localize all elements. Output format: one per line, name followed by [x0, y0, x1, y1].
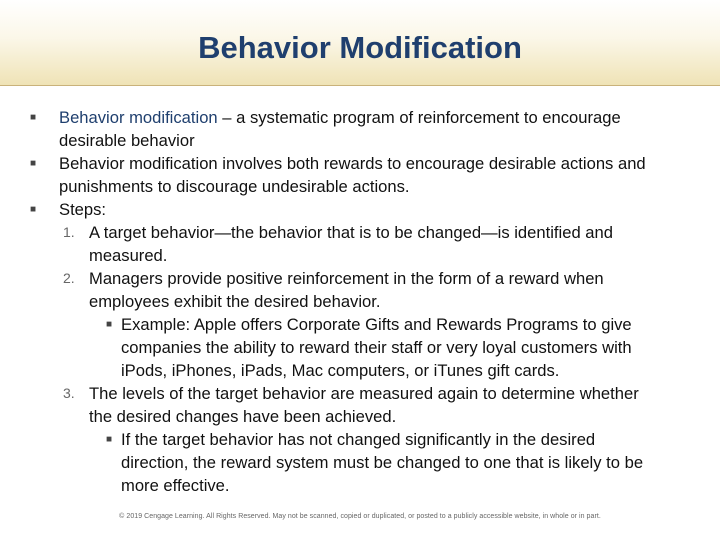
- step-3-sub-line-2: direction, the reward system must be changed to one that is likely to be: [121, 453, 644, 472]
- bullet-1-definition: – a systematic program of reinforcement to encourage: [217, 108, 621, 127]
- step-3-line-1: The levels of the target behavior are measured again to determine whether: [89, 384, 639, 403]
- bullet-2-line-1: Behavior modification involves both rewards to encourage desirable actions and: [59, 154, 646, 173]
- step-2-example-line-1: Example: Apple offers Corporate Gifts and Rewards Programs to give: [121, 315, 632, 334]
- key-term: Behavior modification: [59, 108, 218, 127]
- step-3-sub-line-1: If the target behavior has not changed significantly in the desired: [121, 430, 596, 449]
- step-2-example-line-3: iPods, iPhones, iPads, Mac computers, or iTunes gift cards.: [121, 361, 560, 380]
- bullet-1-line-1: [59, 106, 621, 129]
- step-1-line-1: A target behavior—the behavior that is to be changed—is identified and: [89, 223, 613, 242]
- copyright-footer: © 2019 Cengage Learning. All Rights Reserved. May not be scanned, copied or duplicated, or posted to a publicly accessible website, in whole or in part.: [119, 513, 601, 520]
- step-3-sub-line-3: more effective.: [121, 476, 230, 495]
- slide-title: Behavior Modification: [198, 30, 522, 65]
- bullet-3-line-1: Steps:: [59, 200, 107, 219]
- step-number: 3.: [63, 385, 75, 401]
- step-2-line-2: employees exhibit the desired behavior.: [89, 292, 381, 311]
- step-number: 2.: [63, 270, 75, 286]
- step-2-example-line-2: companies the ability to reward their staff or very loyal customers with: [121, 338, 632, 357]
- step-1-line-2: measured.: [89, 246, 168, 265]
- step-2-line-1: Managers provide positive reinforcement in the form of a reward when: [89, 269, 604, 288]
- sub-bullet-marker-icon: ■: [106, 319, 113, 330]
- bullet-1-line-2: desirable behavior: [59, 131, 195, 150]
- title-bar: [0, 0, 720, 86]
- bullet-2-line-2: punishments to discourage undesirable actions.: [59, 177, 410, 196]
- step-number: 1.: [63, 224, 75, 240]
- step-3-line-2: the desired changes have been achieved.: [89, 407, 397, 426]
- bullet-marker-icon: ■: [30, 204, 37, 215]
- sub-bullet-marker-icon: ■: [106, 434, 113, 445]
- bullet-marker-icon: ■: [30, 112, 37, 123]
- bullet-marker-icon: ■: [30, 158, 37, 169]
